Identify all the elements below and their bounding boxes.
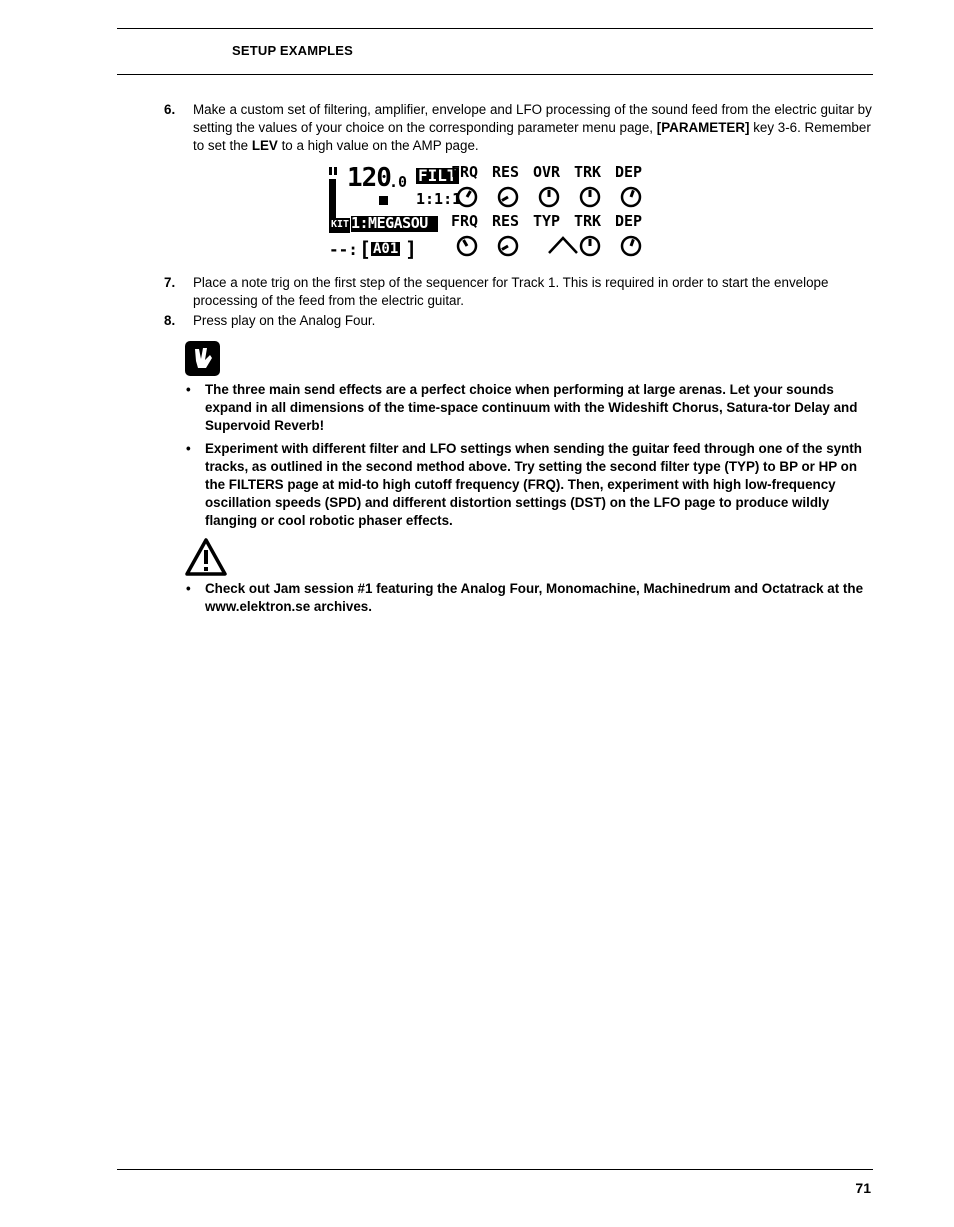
lcd-param-label: FRQ: [451, 212, 479, 230]
step-6: [164, 101, 872, 155]
lcd-param-label: RES: [492, 212, 520, 230]
parameter-key-label: [PARAMETER]: [656, 120, 750, 135]
step-8: [164, 312, 872, 330]
step-number: 8.: [164, 313, 176, 328]
lev-key-label: LEV: [251, 138, 278, 153]
lcd-param-label: RES: [492, 163, 520, 181]
warning-triangle-icon: [185, 538, 227, 576]
lcd-kit-name: 1:MEGASOU: [351, 216, 438, 232]
lcd-param-label: TYP: [533, 212, 561, 230]
lcd-param-label: TRK: [574, 163, 602, 181]
tip-item: [186, 381, 872, 435]
step-7: [164, 274, 872, 310]
knob-pointer: [467, 191, 471, 197]
page-number: 71: [855, 1180, 871, 1196]
tip-text: Experiment with different filter and LFO settings when sending the guitar feed through one of the synth tracks, as outlined in the second method above. Try setting the second filter type (TYP) to BP or HP on the FILTERS page at mid-to high cutoff frequency (FRQ). Then, experiment with high low-frequency oscillation speeds (SPD) and different distortion settings (DST) on the LFO page to produce wildly flanging or cool robotic phaser effects.: [205, 441, 862, 528]
step-number: 6.: [164, 102, 176, 117]
hand-icon: [185, 341, 220, 376]
lcd-screen: [327, 163, 665, 261]
bullet-mark: •: [186, 382, 191, 397]
lcd-counter: 1:1:1: [416, 190, 462, 208]
bullet-mark: •: [186, 581, 191, 596]
top-rule: [117, 28, 873, 29]
knob-pointer: [631, 190, 633, 197]
bullet-mark: •: [186, 441, 191, 456]
lcd-param-label: OVR: [533, 163, 561, 181]
lcd-param-label: DEP: [615, 212, 643, 230]
lcd-tempo: 120: [347, 163, 391, 193]
step-text: Place a note trig on the first step of the sequencer for Track 1. This is required in order to start the envelope processing of the feed from the electric guitar.: [193, 275, 829, 308]
warning-item: [186, 580, 872, 616]
tip-item: [186, 440, 872, 530]
lcd-page-name: FILT: [418, 166, 457, 185]
tip-text: The three main send effects are a perfect choice when performing at large arenas. Let your sounds expand in all dimensions of the time-space continuum with the Wideshift Chorus, Satura-tor Delay and Supervoid Reverb!: [205, 382, 858, 433]
step-text-part: Make a custom set of filtering, amplifier, envelope and LFO processing of the sound feed from the electric guitar by setting the values of your choice on the corresponding parameter menu page,: [193, 102, 872, 135]
step-text-part: key 3-6. Remember to set the: [193, 120, 871, 153]
step-text: Press play on the Analog Four.: [193, 313, 376, 328]
step-text-part: to a high value on the AMP page.: [277, 138, 479, 153]
lcd-pattern-prefix: --:: [329, 240, 358, 259]
lcd-kit-label: KIT: [329, 218, 350, 233]
section-header: SETUP EXAMPLES: [232, 43, 354, 58]
header-rule: [117, 74, 873, 75]
lcd-param-label: DEP: [615, 163, 643, 181]
footer-rule: [117, 1169, 873, 1170]
lcd-param-label: FRQ: [451, 163, 479, 181]
warning-text: Check out Jam session #1 featuring the Analog Four, Monomachine, Machinedrum and Octatrack at the www.elektron.se archives.: [205, 581, 864, 614]
lcd-pattern-close-bracket: ]: [405, 237, 418, 261]
lcd-param-label: TRK: [574, 212, 602, 230]
lcd-pattern-open-bracket: [: [359, 237, 372, 261]
knob-pointer: [631, 239, 633, 246]
knob-pointer: [502, 246, 508, 250]
lcd-tempo-decimal: .0: [389, 173, 408, 191]
knob-pointer: [464, 240, 468, 246]
step-text: [193, 101, 872, 155]
lcd-pattern: A01: [373, 241, 399, 257]
knob-pointer: [502, 197, 508, 201]
step-number: 7.: [164, 275, 176, 290]
